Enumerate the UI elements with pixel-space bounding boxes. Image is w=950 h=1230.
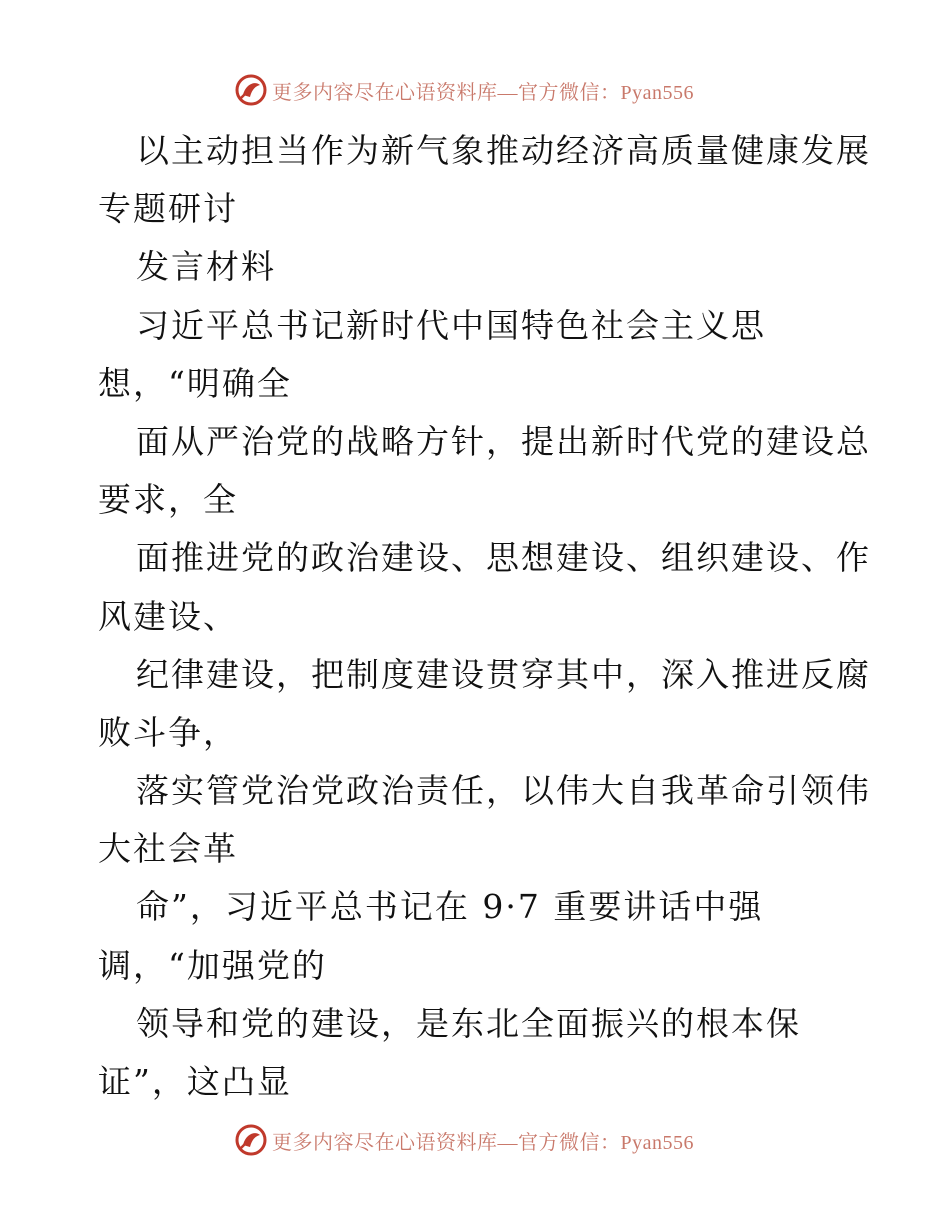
text-line: 面推进党的政治建设、思想建设、组织建设、作 bbox=[136, 538, 871, 578]
document-body bbox=[98, 122, 871, 1111]
text-line: 调，“加强党的 bbox=[98, 945, 327, 985]
text-line: 习近平总书记新时代中国特色社会主义思 bbox=[136, 305, 766, 345]
text-line: 风建设、 bbox=[98, 596, 238, 636]
watermark-text: 更多内容尽在心语资料库—官方微信：Pyan556 bbox=[272, 1131, 694, 1154]
text-line: 纪律建设，把制度建设贯穿其中，深入推进反腐 bbox=[136, 654, 871, 694]
watermark-text: 更多内容尽在心语资料库—官方微信：Pyan556 bbox=[272, 81, 694, 104]
text-line: 面从严治党的战略方针，提出新时代党的建设总 bbox=[136, 421, 871, 461]
text-line: 专题研讨 bbox=[98, 189, 238, 229]
text-line: 想，“明确全 bbox=[98, 363, 292, 403]
tiger-seal-icon bbox=[234, 73, 268, 107]
text-line: 落实管党治党政治责任，以伟大自我革命引领伟 bbox=[136, 771, 871, 811]
text-line: 大社会革 bbox=[98, 829, 238, 869]
text-line: 败斗争， bbox=[98, 712, 238, 752]
footer-watermark bbox=[234, 1122, 694, 1158]
text-line: 发言材料 bbox=[136, 247, 276, 287]
header-watermark bbox=[234, 72, 694, 108]
tiger-seal-icon bbox=[234, 1123, 268, 1157]
text-line: 命”，习近平总书记在 9·7 重要讲话中强 bbox=[136, 887, 764, 927]
text-line: 证”，这凸显 bbox=[98, 1062, 292, 1101]
text-line: 以主动担当作为新气象推动经济高质量健康发展 bbox=[136, 131, 871, 170]
text-line: 领导和党的建设，是东北全面振兴的根本保 bbox=[136, 1003, 801, 1043]
text-line: 要求，全 bbox=[98, 480, 238, 520]
